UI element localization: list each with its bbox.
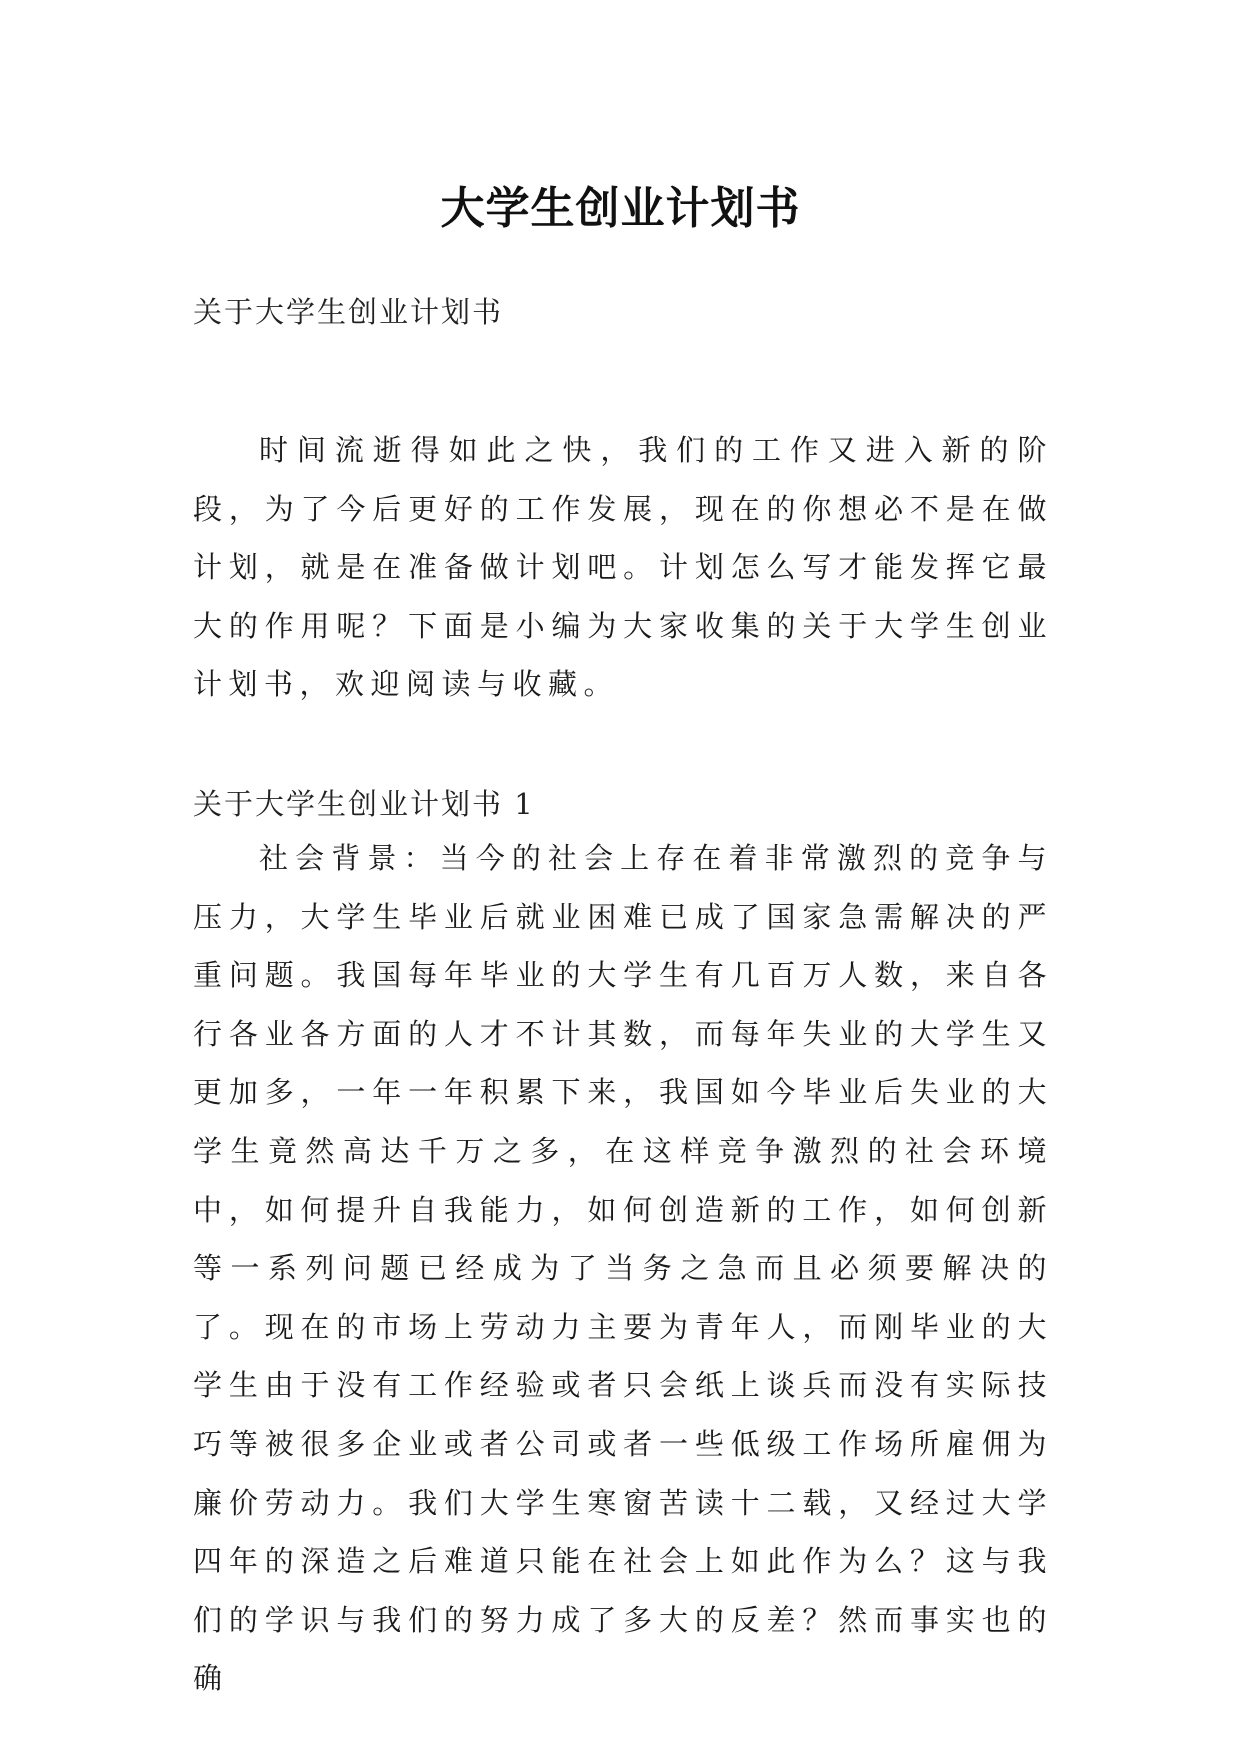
document-body	[193, 292, 1053, 1708]
section-heading: 关于大学生创业计划书 1	[193, 786, 535, 821]
document-subtitle: 关于大学生创业计划书	[193, 295, 504, 329]
document-title: 大学生创业计划书	[440, 183, 801, 235]
intro-paragraph: 时间流逝得如此之快，我们的工作又进入新的阶段，为了今后更好的工作发展，现在的你想必不是在做计划，就是在准备做计划吧。计划怎么写才能发挥它最大的作用呢？下面是小编为大家收集的关于大学生创业计划书，欢迎阅读与收藏。	[193, 433, 1053, 702]
section-paragraph: 社会背景：当今的社会上存在着非常激烈的竞争与压力，大学生毕业后就业困难已成了国家急需解决的严重问题。我国每年毕业的大学生有几百万人数，来自各行各业各方面的人才不计其数，而每年失业的大学生又更加多，一年一年积累下来，我国如今毕业后失业的大学生竟然高达千万之多，在这样竞争激烈的社会环境中，如何提升自我能力，如何创造新的工作，如何创新等一系列问题已经成为了当务之急而且必须要解决的了。现在的市场上劳动力主要为青年人，而刚毕业的大学生由于没有工作经验或者只会纸上谈兵而没有实际技巧等被很多企业或者公司或者一些低级工作场所雇佣为廉价劳动力。我们大学生寒窗苦读十二载，又经过大学四年的深造之后难道只能在社会上如此作为么？这与我们的学识与我们的努力成了多大的反差？然而事实也的确	[193, 840, 1053, 1696]
